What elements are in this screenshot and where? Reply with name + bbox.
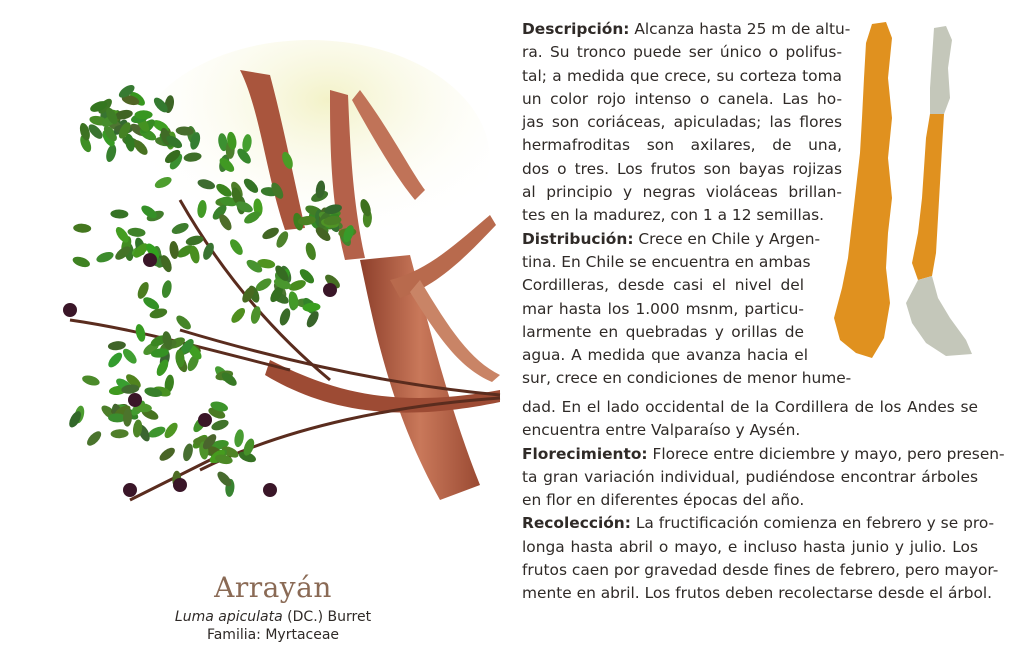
descripcion-line: jas son coriáceas, apiculadas; las flores — [522, 113, 842, 132]
descripcion-section — [522, 18, 851, 228]
descripcion-line: dos o tres. Los frutos son bayas rojizas — [522, 159, 842, 178]
common-name: Arrayán — [214, 571, 332, 604]
leaf — [78, 122, 92, 142]
berry — [323, 283, 337, 297]
scientific-author: (DC.) Burret — [287, 609, 372, 625]
distribucion-line: larmente en quebradas y orillas de — [522, 322, 804, 341]
chile-map-highlight — [834, 22, 892, 358]
family-name: Familia: Myrtaceae — [206, 627, 340, 643]
leaf — [135, 280, 151, 300]
distribucion-line: Crece en Chile y Argen- — [638, 229, 821, 248]
descripcion-line: un color rojo intenso o canela. Las ho- — [522, 89, 842, 108]
descripcion-line: ra. Su tronco puede ser único o polifus- — [522, 43, 842, 62]
recoleccion-title: Recolección: — [522, 514, 631, 533]
leaf — [104, 143, 118, 163]
florecimiento-line: ta gran variación individual, pudiéndose encontrar árboles — [522, 467, 978, 486]
text-column-bottom — [522, 396, 1005, 606]
leaf — [278, 307, 293, 327]
leaf — [81, 374, 101, 388]
berry — [123, 483, 137, 497]
distribucion-title: Distribución: — [522, 229, 634, 248]
florecimiento-section — [522, 443, 1005, 513]
leaf — [160, 279, 173, 299]
florecimiento-line: Florece entre diciembre y mayo, pero presen- — [652, 444, 1005, 463]
berry — [128, 393, 142, 407]
leaf — [210, 418, 230, 433]
leaf — [157, 445, 177, 463]
descripcion-line: hermafroditas son axilares, de una, — [522, 136, 842, 155]
berry — [143, 253, 157, 267]
descripcion-line: al principio y negras violáceas brillan- — [522, 183, 842, 202]
berry — [198, 413, 212, 427]
leaf — [110, 429, 128, 439]
recoleccion-line: La fructificación comienza en febrero y se pro- — [635, 514, 995, 533]
leaf — [287, 290, 300, 310]
leaf — [85, 429, 104, 448]
descripcion-line: tal; a medida que crece, su corteza toma — [522, 66, 842, 85]
leaf — [229, 306, 248, 325]
descripcion-line: Alcanza hasta 25 m de altu- — [634, 20, 851, 38]
distribucion-line: tina. En Chile se encuentra en ambas — [522, 252, 811, 271]
leaf — [181, 442, 194, 462]
leaf — [95, 250, 115, 265]
recoleccion-line: mente en abril. Los frutos deben recolectarse desde el árbol. — [522, 584, 993, 603]
distribucion-line: agua. A medida que avanza hacia el — [522, 346, 808, 365]
leaf — [169, 241, 180, 260]
leaf — [107, 340, 126, 351]
scientific-name: Luma apiculata — [174, 609, 283, 625]
leaf — [127, 227, 146, 238]
leaf — [149, 307, 169, 320]
distribucion-line: mar hasta los 1.000 msnm, particu- — [522, 299, 804, 318]
leaf — [71, 255, 91, 269]
distribucion-line: encuentra entre Valparaíso y Aysén. — [522, 421, 801, 440]
florecimiento-title: Florecimiento: — [522, 444, 648, 463]
recoleccion-line: longa hasta abril o mayo, e incluso hasta junio y julio. Los — [522, 537, 978, 556]
distribucion-continued — [522, 396, 978, 443]
leaf — [147, 424, 167, 439]
leaf — [174, 313, 193, 332]
distribucion-section — [522, 228, 852, 391]
recoleccion-section — [522, 512, 999, 605]
leaf — [233, 429, 245, 448]
berry — [263, 483, 277, 497]
recoleccion-line: frutos caen por gravedad desde fines de febrero, pero mayor- — [522, 561, 999, 580]
berry — [63, 303, 77, 317]
distribucion-line: sur, crece en condiciones de menor hume- — [522, 369, 852, 388]
chile-map-partial — [906, 26, 972, 356]
distribution-maps — [826, 18, 986, 363]
leaf — [73, 223, 91, 233]
leaf — [110, 209, 128, 219]
leaf — [120, 346, 139, 365]
distribucion-line: Cordilleras, desde casi el nivel del — [522, 276, 804, 295]
florecimiento-line: en flor en diferentes épocas del año. — [522, 491, 805, 510]
species-caption — [120, 572, 426, 644]
leaf — [249, 305, 262, 325]
berry — [173, 478, 187, 492]
leaf — [106, 350, 125, 369]
distribucion-line: dad. En el lado occidental de la Cordillera de los Andes se — [522, 398, 978, 416]
leaf — [135, 110, 153, 119]
scientific-name-line — [120, 608, 426, 626]
descripcion-line: tes en la madurez, con 1 a 12 semillas. — [522, 206, 825, 225]
arrayan-illustration — [30, 30, 520, 570]
leaf — [134, 323, 147, 343]
descripcion-title: Descripción: — [522, 20, 630, 38]
text-column-top — [522, 18, 852, 391]
